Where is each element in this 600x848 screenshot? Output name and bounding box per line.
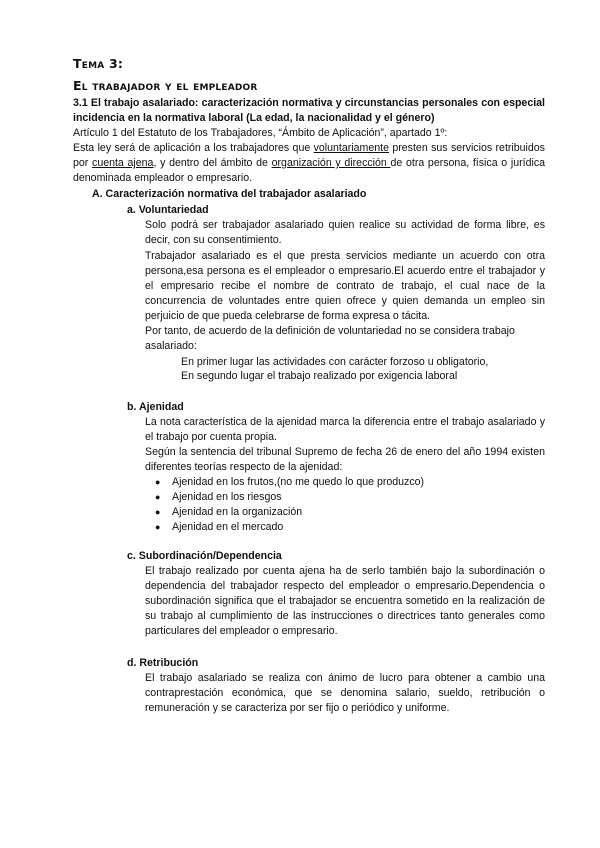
ajenidad-bullet-item: Ajenidad en el mercado bbox=[172, 521, 284, 533]
bullet-dot: ● bbox=[155, 477, 161, 487]
intro-underline-voluntariamente: voluntariamente bbox=[313, 142, 389, 154]
subordinacion-heading: c. Subordinación/Dependencia bbox=[127, 550, 282, 562]
intro-text-a: Esta ley será de aplicación a los trabajadores que bbox=[73, 142, 314, 154]
intro-text-b: presten sus servicios retribuidos por bbox=[73, 142, 545, 169]
ajenidad-paragraph-2: Según la sentencia del tribunal Supremo de fecha 26 de enero del año 1994 existen diferentes teorías respecto de la ajenidad: bbox=[145, 446, 545, 473]
voluntariedad-item-1: En primer lugar las actividades con carácter forzoso u obligatorio, bbox=[181, 356, 489, 368]
subsection-title: A. Caracterización normativa del trabajador asalariado bbox=[92, 188, 367, 200]
intro-text-d: de otra persona, física o jurídica denominada empleador o empresario. bbox=[73, 157, 546, 184]
ajenidad-paragraph-1: La nota característica de la ajenidad marca la diferencia entre el trabajo asalariado y el trabajo por cuenta propia. bbox=[145, 416, 545, 443]
bullet-dot: ● bbox=[155, 507, 161, 517]
intro-paragraph bbox=[73, 141, 545, 186]
intro-text-c: , y dentro del ámbito de bbox=[153, 157, 272, 169]
article-reference: Artículo 1 del Estatuto de los Trabajadores, “Ámbito de Aplicación”, apartado 1º: bbox=[73, 127, 448, 139]
retribucion-heading: d. Retribución bbox=[127, 657, 199, 669]
ajenidad-bullet-item: Ajenidad en la organización bbox=[172, 506, 303, 518]
intro-underline-cuenta-ajena: cuenta ajena bbox=[92, 157, 154, 169]
bullet-dot: ● bbox=[155, 492, 161, 502]
topic-title: El trabajador y el empleador bbox=[73, 78, 258, 93]
voluntariedad-paragraph-3: Por tanto, de acuerdo de la definición de voluntariedad no se considera trabajo asalariado: bbox=[145, 325, 515, 352]
bullet-dot: ● bbox=[155, 522, 161, 532]
voluntariedad-paragraph-1: Solo podrá ser trabajador asalariado quien realice su actividad de forma libre, es decir, con su consentimiento. bbox=[145, 219, 545, 246]
intro-underline-organizacion: organización y dirección bbox=[271, 157, 391, 169]
retribucion-paragraph: El trabajo asalariado se realiza con ánimo de lucro para obtener a cambio una contraprestación económica, que se denomina salario, sueldo, retribución o remuneración y se caracteriza por ser fijo o periódico y uniforme. bbox=[145, 672, 545, 714]
voluntariedad-item-2: En segundo lugar el trabajo realizado por exigencia laboral bbox=[181, 370, 458, 382]
ajenidad-bullet-item: Ajenidad en los riesgos bbox=[172, 491, 282, 503]
ajenidad-bullet-item: Ajenidad en los frutos,(no me quedo lo que produzco) bbox=[172, 476, 425, 488]
ajenidad-heading: b. Ajenidad bbox=[127, 401, 184, 413]
voluntariedad-heading: a. Voluntariedad bbox=[127, 204, 209, 216]
subordinacion-paragraph: El trabajo realizado por cuenta ajena ha de serlo también bajo la subordinación o dependencia del trabajador respecto del empleador o empresario.Dependencia o subordinación significa que el trabajador se encuentra sometido en la realización de su trabajo al cumplimiento de las instrucciones o directrices tanto generales como particulares del empleador o empresario. bbox=[145, 565, 545, 637]
section-title: 3.1 El trabajo asalariado: caracterización normativa y circunstancias personales con especial incidencia en la normativa laboral (La edad, la nacionalidad y el género) bbox=[73, 97, 545, 124]
voluntariedad-paragraph-2: Trabajador asalariado es el que presta servicios mediante un acuerdo con otra persona,esa persona es el empleador o empresario.El acuerdo entre el trabajador y el empresario recibe el nombre de contrato de trabajo, el cual nace de la concurrencia de voluntades entre quien ofrece y quien demanda un empleo sin perjuicio de que pueda celebrarse de forma expresa o tácita. bbox=[145, 250, 545, 322]
topic-number: Tema 3: bbox=[73, 56, 124, 71]
